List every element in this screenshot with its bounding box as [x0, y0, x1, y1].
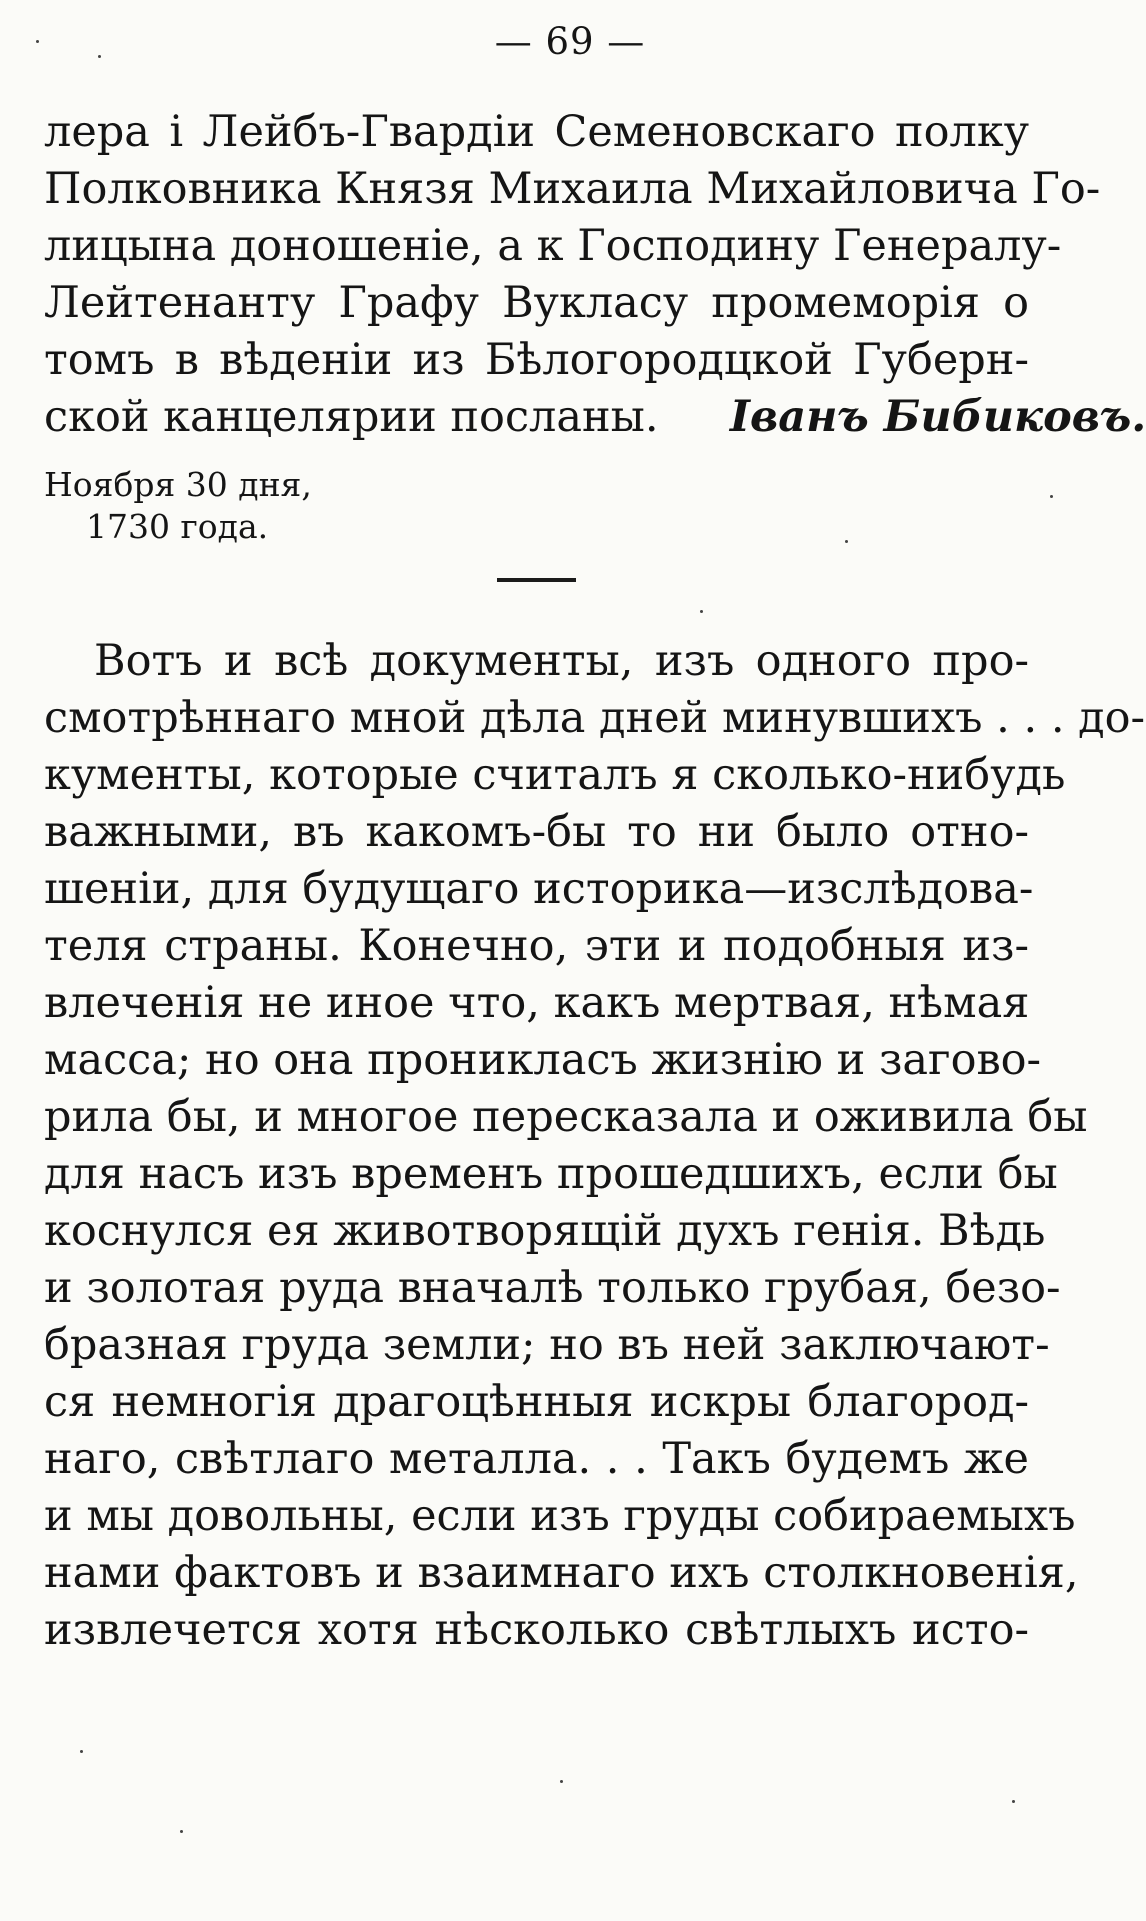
text-line: важными, въ какомъ-бы то ни было отно- [44, 807, 1029, 857]
text-line: кументы, которые считалъ я сколько-нибудь [44, 750, 1066, 800]
signature: Іванъ Бибиковъ. [729, 392, 1146, 442]
print-speck [36, 40, 39, 43]
text-line: Полковника Князя Михаила Михайловича Го- [44, 164, 1101, 214]
text-line: смотрѣннаго мной дѣла дней минувшихъ . . . до- [44, 693, 1146, 743]
text-line: Вотъ и всѣ документы, изъ одного про- [94, 636, 1029, 686]
text-line: рила бы, и многое пересказала и оживила бы [44, 1092, 1088, 1142]
text-line: Лейтенанту Графу Вукласу промеморія о [44, 278, 1029, 328]
text-line: шеніи, для будущаго историка—изслѣдова- [44, 864, 1034, 914]
print-speck [80, 1750, 83, 1753]
closing-text: ской канцелярии посланы. [44, 392, 659, 442]
print-speck [180, 1830, 183, 1833]
text-line: извлечется хотя нѣсколько свѣтлыхъ исто- [44, 1605, 1029, 1655]
text-line: коснулся ея животворящій духъ генія. Вѣдь [44, 1206, 1046, 1256]
text-line: нами фактовъ и взаимнаго ихъ столкновенія, [44, 1548, 1079, 1598]
text-line: и золотая руда вначалѣ только грубая, безо- [44, 1263, 1061, 1313]
text-line: томъ в вѣденіи из Бѣлогородцкой Губерн- [44, 335, 1029, 385]
page-number: — 69 — [494, 20, 646, 63]
text-line: теля страны. Конечно, эти и подобныя из- [44, 921, 1029, 971]
print-speck [1050, 495, 1053, 498]
top-paragraph [44, 104, 1146, 446]
section-divider [497, 578, 576, 582]
print-speck [1012, 1800, 1015, 1803]
text-line: лицына доношеніе, а к Господину Генералу- [44, 221, 1062, 271]
text-line: масса; но она проникласъ жизнію и загово- [44, 1035, 1042, 1085]
text-line: влеченія не иное что, какъ мертвая, нѣмая [44, 978, 1030, 1028]
text-line: для насъ изъ временъ прошедшихъ, если бы [44, 1149, 1058, 1199]
print-speck [98, 55, 101, 58]
date-line-1: Ноября 30 дня, [44, 465, 312, 504]
print-speck [700, 610, 703, 613]
main-paragraph [44, 633, 1146, 1659]
text-line: наго, свѣтлаго металла. . . Такъ будемъ же [44, 1434, 1029, 1484]
print-speck [845, 540, 848, 543]
print-speck [560, 1780, 563, 1783]
text-line: ся немногія драгоцѣнныя искры благород- [44, 1377, 1029, 1427]
text-line: бразная груда земли; но въ ней заключают- [44, 1320, 1050, 1370]
date-block [44, 464, 312, 548]
text-line: и мы довольны, если изъ груды собираемыхъ [44, 1491, 1076, 1541]
text-line: лера і Лейбъ-Гвардіи Семеновскаго полку [44, 107, 1029, 157]
closing-line [44, 389, 1146, 446]
date-line-2: 1730 года. [86, 507, 269, 546]
